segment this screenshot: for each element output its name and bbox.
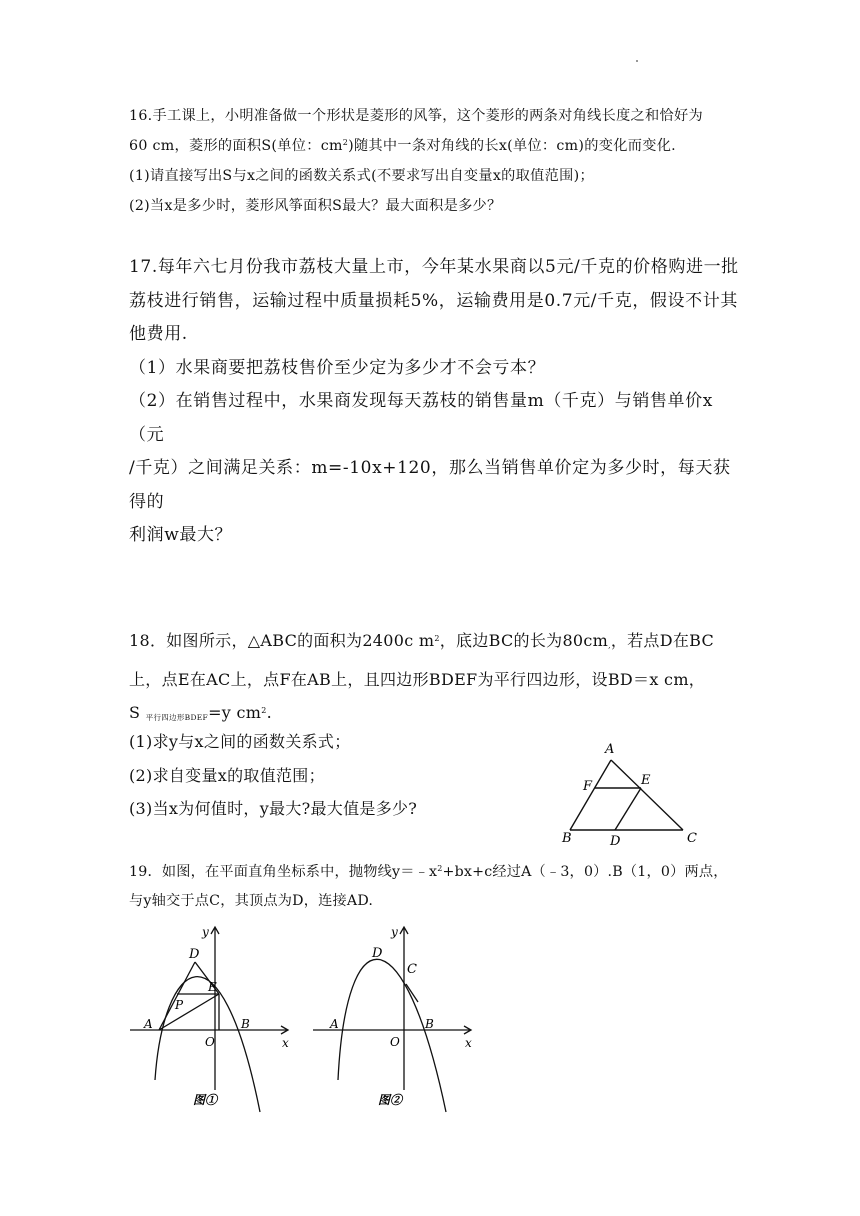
q18-line-3c: .	[266, 703, 273, 722]
q18-small-comma: ,	[608, 641, 611, 650]
q17-part-2c: 利润w最大？	[129, 525, 233, 545]
fig2-label-c: C	[407, 962, 417, 977]
q16-line-2-mid: 菱形的面积S(单位：cm	[188, 138, 343, 154]
q18-part-2: (2)求自变量x的取值范围；	[129, 765, 325, 785]
label-f: F	[583, 779, 593, 794]
fig1-label-o: O	[205, 1035, 215, 1049]
q18-line-2: 上，点E在AC上，点F在AB上，且四边形BDEF为平行四边形，设BD＝x cm，	[129, 669, 706, 689]
page-dot	[636, 60, 638, 62]
q17-part-1: （1）水果商要把荔枝售价至少定为多少才不会亏本？	[129, 357, 546, 378]
fig1-label-d: D	[189, 947, 200, 962]
q16-part-2: (2)当x是多少时，菱形风筝面积S最大？最大面积是多少？	[129, 198, 502, 214]
q16-line-2-lead: 60 cm，	[129, 138, 189, 154]
q16-line-1: 16.手工课上，小明准备做一个形状是菱形的风筝，这个菱形的两条对角线长度之和恰好为	[129, 108, 703, 124]
q19-figure-2	[308, 922, 483, 1117]
fig1-label-a: A	[144, 1017, 153, 1031]
q18-part-3: (3)当x为何值时，y最大?最大值是多少?	[129, 799, 418, 818]
fig1-label-b: B	[241, 1017, 250, 1031]
label-d: D	[610, 834, 621, 849]
q18-line-3b: =y cm	[208, 703, 262, 722]
label-b: B	[562, 831, 572, 846]
fig2-caption: 图②	[378, 1093, 403, 1107]
fig1-caption: 图①	[193, 1093, 218, 1107]
q17-line-3: 他费用.	[129, 324, 188, 344]
q18-line-1b: ，底边BC的长为80cm	[439, 631, 609, 650]
question-19	[129, 858, 741, 916]
q16-part-1: (1)请直接写出S与x之间的函数关系式(不要求写出自变量x的取值范围)；	[129, 168, 594, 184]
fig1-label-p: P	[175, 998, 184, 1012]
fig2-label-a: A	[330, 1017, 339, 1031]
label-a: A	[605, 742, 615, 757]
fig2-label-x: x	[465, 1036, 472, 1050]
question-18	[129, 624, 741, 818]
q17-part-2a: （2）在销售过程中，水果商发现每天荔枝的销售量m（千克）与销售单价x（元	[129, 391, 713, 445]
fig1-label-y: y	[202, 925, 209, 939]
q16-line-2	[129, 131, 741, 161]
q19-figure-1	[125, 922, 300, 1117]
fig2-label-o: O	[390, 1035, 400, 1049]
q18-line-1a: 18．如图所示，△ABC的面积为2400c m	[129, 631, 435, 650]
question-17	[129, 251, 741, 553]
q18-line-1	[129, 624, 741, 663]
fig2-label-b: B	[425, 1017, 434, 1031]
q18-subscript: 平行四边形BDEF	[145, 713, 209, 722]
label-c: C	[687, 831, 697, 846]
q18-subquestions	[129, 725, 417, 826]
label-e: E	[641, 773, 651, 788]
q19-line-2: 与y轴交于点C，其顶点为D，连接AD.	[129, 893, 374, 909]
q16-superscript: 2	[342, 138, 349, 147]
q19-line-1a: 19．如图，在平面直角坐标系中，抛物线y＝﹣x	[129, 864, 438, 880]
question-16	[129, 101, 741, 221]
fig2-label-d: D	[372, 946, 383, 961]
q17-line-1: 17.每年六七月份我市荔枝大量上市，今年某水果商以5元/千克的价格购进一批	[129, 257, 739, 277]
fig2-label-y: y	[391, 925, 398, 939]
q19-line-1b: +bx+c经过A（﹣3，0）.B（1，0）两点，	[442, 864, 728, 880]
q18-superscript-1: 2	[434, 634, 440, 643]
q18-line-1c: ，若点D在BC	[610, 631, 715, 650]
q19-line-1	[129, 858, 741, 887]
q18-superscript-2: 2	[261, 706, 267, 715]
q17-part-2b: /千克）之间满足关系：m=-10x+120，那么当销售单价定为多少时，每天获得的	[129, 458, 731, 512]
q18-part-1: (1)求y与x之间的函数关系式；	[129, 732, 351, 751]
segment-ed	[615, 788, 641, 830]
q16-line-2-end: )随其中一条对角线的长x(单位：cm)的变化而变化.	[348, 138, 676, 154]
fig1-label-x: x	[282, 1036, 289, 1050]
fig1-label-e: E	[208, 980, 217, 994]
q17-line-2: 荔枝进行销售，运输过程中质量损耗5%，运输费用是0.7元/千克，假设不计其	[129, 290, 738, 311]
side-ab	[570, 760, 611, 830]
q18-triangle-figure	[555, 738, 715, 848]
q18-line-3a: S	[129, 703, 141, 722]
q19-superscript: 2	[437, 864, 443, 873]
